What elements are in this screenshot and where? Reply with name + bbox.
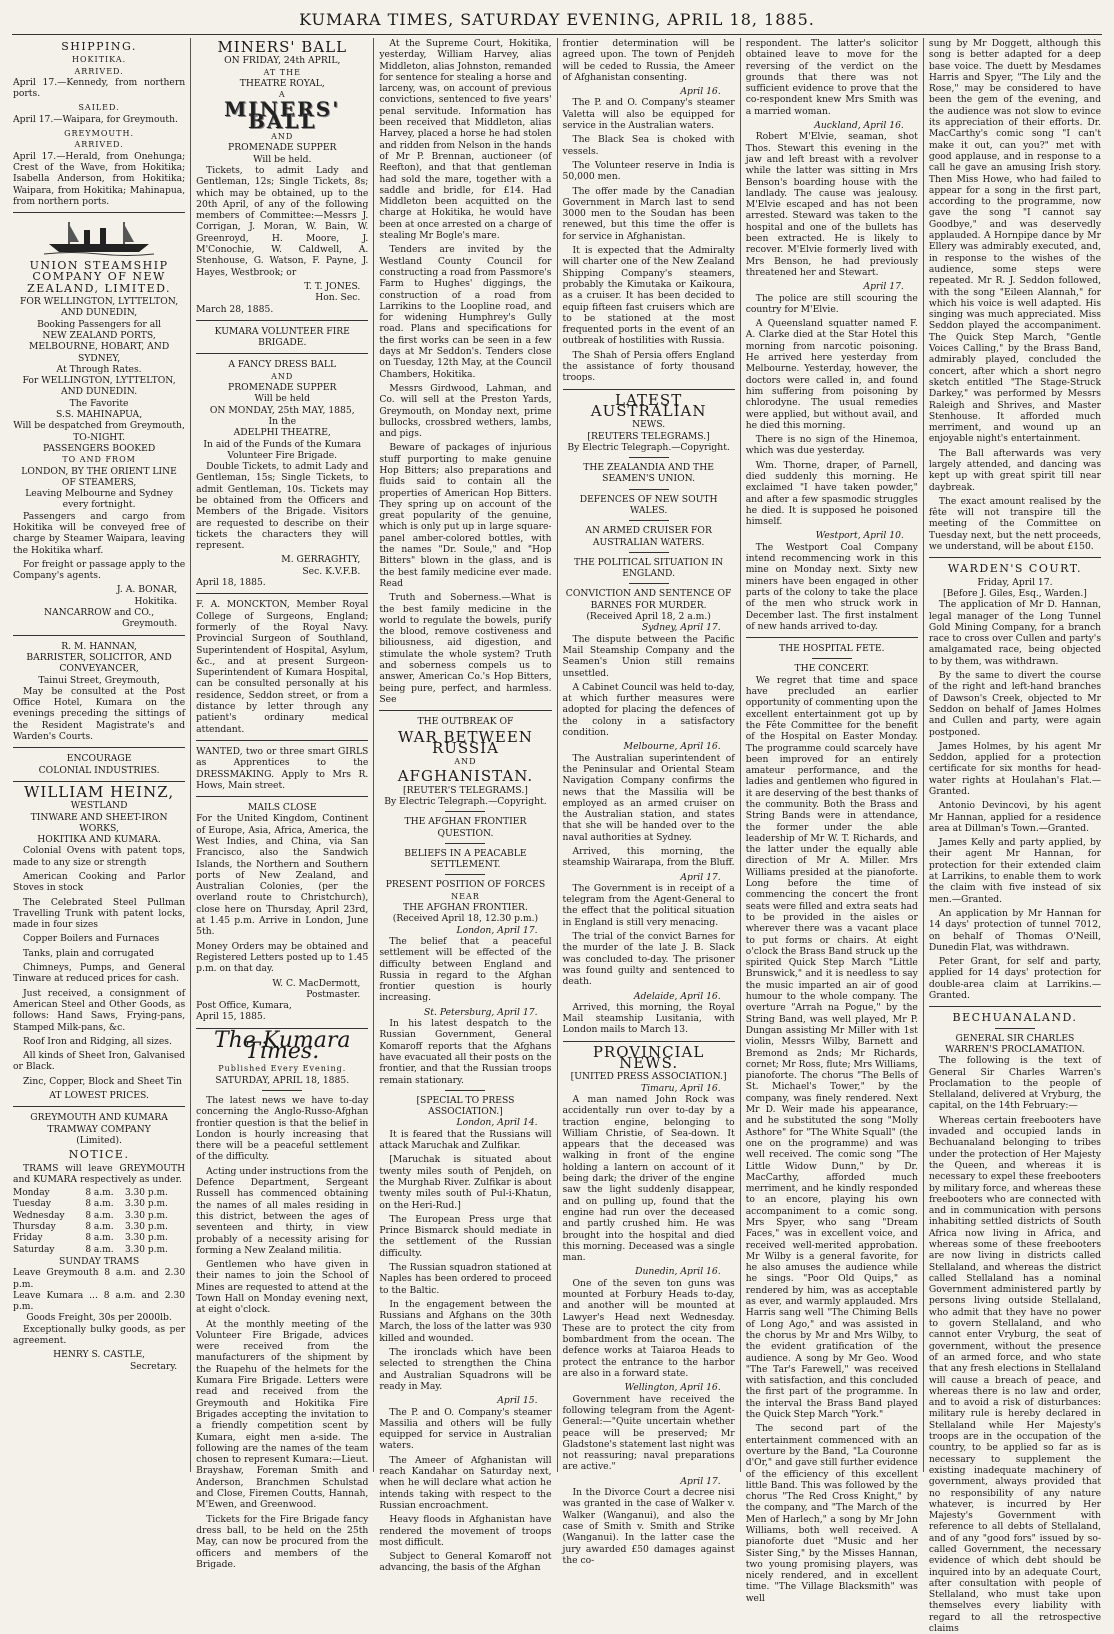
divider: [629, 457, 669, 458]
paragraph: Arrived, this morning, the steamship Wairarapa, from the Bluff.: [562, 846, 735, 869]
paragraph: The exact amount realised by the fête will not transpire till the meeting of the Committee on Tuesday next, but the nett proceeds, we understand, will be about £150.: [928, 495, 1102, 553]
divider: [196, 796, 368, 797]
arrived-label: ARRIVED.: [74, 66, 124, 76]
hannan-address: Tainui Street, Greymouth,: [38, 674, 160, 686]
dateline: Westport, April 10.: [815, 530, 904, 542]
paragraph: The Ameer of Afghanistan will reach Kandahar on Saturday next, when he will declare what action he intends taking with respect to the Russian encroachment.: [379, 1454, 552, 1511]
news-label: NEWS.: [632, 419, 666, 431]
paragraph: At the Supreme Court, Hokitika, yesterday, William Harvey, alias Middleton, alias Johnston, remanded for sentence for stealing a horse and larceny, was, on account of previous convictions, sentenced to five years' penal servitude. Information has been received that Middleton, alias Harvey, placed a horse he had stolen and ridden from Nelson in the hands of Mr P. Brennan, auctioneer (of Reefton), and that that gentleman had sold the mare, together with a saddle and bridle, for £14. Had Middleton been acquitted on the charge at Hokitika, he would have been at once arrested on a charge of stealing Mr Bogle's mare.: [379, 38, 552, 242]
fire-heading: KUMARA VOLUNTEER FIRE BRIGADE.: [214, 325, 350, 349]
defences: DEFENCES OF NEW SOUTH WALES.: [579, 493, 718, 516]
conviction: CONVICTION AND SENTENCE OF BARNES FOR MURDER.: [565, 588, 732, 611]
lowest-prices: AT LOWEST PRICES.: [49, 1090, 149, 1102]
reuters-label: [REUTERS TELEGRAMS.]: [587, 430, 710, 442]
by-electric: By Electric Telegraph.—Copyright.: [567, 441, 730, 453]
published: Published Every Evening.: [218, 1064, 347, 1074]
am: 8 a.m.: [85, 1210, 114, 1221]
divider: [196, 320, 368, 321]
paragraph: Wm. Thorne, draper, of Parnell, died suddenly this morning. He exclaimed "I have taken powder," and after a few spasmodic struggles he died. It is supposed he poisoned himself.: [745, 459, 918, 528]
dateline: Wellington, April 16.: [624, 1382, 721, 1394]
paragraph: The Russian squadron stationed at Naples has been ordered to proceed to the Baltic.: [379, 1261, 552, 1296]
paragraph: The belief that a peaceful settlement will be effected of the difficulty between England and Russia in regard to the Afghan frontier question is hourly increasing.: [379, 935, 552, 1004]
table-row: [13, 1222, 185, 1233]
union-favorite: The Favorite: [69, 397, 129, 409]
gerraghty-date: April 18, 1885.: [196, 577, 266, 589]
paragraph: James Holmes, by his agent Mr Seddon, applied for a protection certificate for six months for head-water rights at Houlahan's Flat.—Granted.: [928, 740, 1102, 797]
list-item: American Cooking and Parlor Stoves in stock: [13, 871, 186, 894]
paragraph: Messrs Girdwood, Lahman, and Co. will sell at the Preston Yards, Greymouth, on Monday next, prime bullocks, crossbred wethers, lambs, and pigs.: [379, 382, 552, 440]
concert: THE CONCERT.: [794, 663, 870, 675]
column-6: [924, 38, 1106, 1634]
union-ports: NEW ZEALAND PORTS, MELBOURNE, HOBART, AND SYDNEY,: [28, 329, 170, 364]
column-2: [191, 38, 374, 1570]
dateline: April 15.: [497, 1395, 538, 1407]
paragraph: Truth and Soberness.—What is the best family medicine in the world to regulate the bowels, purify the blood, remove costiveness and biliousness, aid digestion, and stimulate the whole system? Truth and soberness compels us to answer, American Co.'s Hop Bitters, being pure, perfect, and harmless. See: [379, 592, 552, 705]
editorial-paragraph: Tickets for the Fire Brigade fancy dress ball, to be held on the 25th May, can now be procured from the officers and members of the Brigade.: [196, 1513, 369, 1570]
list-item: Colonial Ovens with patent tops, made to any size or strength: [13, 845, 186, 868]
paragraph: Whereas certain freebooters have invaded and occupied lands in Bechuanaland belonging to tribes under the protection of Her Majesty the Queen, and whereas it is necessary to expel these freebooters by military force, and whereas these freebooters who are connected with and in communication with persons inhabiting settled districts of South Africa now living in Africa, and whereas some of these freebooters are now living in districts called Stellaland, and whereas the district called Stellaland has a nominal Government administered partly by persons living outside Stellaland, who admit that they have no power to govern Stellaland, and who cannot enter Vryburg, the seat of government, without the presence of an armed force, and who state that any fresh elections in Stellaland will cause a breach of peace, and whereas there is no law and order, and to avoid a risk of disturbances: military rule is hereby declared in Stellaland while Her Majesty's troops are in the occupation of the country, to be applied so far as is necessary to supplement the existing inadequate machinery of government, always provided that no responsibility of any nature whatever, is incurred by Her Majesty's Government with reference to all debts of Stellaland, and of any "good fors" issued by so-called Government, the necessary evidence of which debt should be inquired into by an adequate Court, after consultation with people of Stellaland, who must take upon themselves every liability with regard to all the retrospective claims: [928, 1114, 1102, 1634]
paragraph: Arrived, this morning, the Royal Mail steamship Lusitania, with London mails to March 13.: [562, 1001, 735, 1036]
list-item: The Celebrated Steel Pullman Travelling Trunk with patent locks, made in four sizes: [13, 896, 186, 931]
pm: 3.30 p.m.: [124, 1210, 168, 1221]
miners-heading: MINERS' BALL: [217, 38, 348, 56]
divider: [196, 593, 368, 594]
macdermott-name: W. C. MacDermott,: [272, 977, 361, 989]
paragraph: The following is the text of General Sir Charles Warren's Proclamation to the people of Stellaland, delivered at Vryburg, the capital, on the 14th February:—: [928, 1055, 1102, 1112]
war-and: AND: [454, 757, 477, 767]
paragraph: The Australian superintendent of the Peninsular and Oriental Steam Navigation Company confirms the news that the Massilia will be employed as an armed cruiser on the Australian station, and states that she will be handed over to the naval authorities at Sydney.: [562, 752, 735, 843]
divider: [445, 811, 485, 812]
reuter-label: [REUTER'S TELEGRAMS.]: [403, 784, 528, 796]
paragraph: The second part of the entertainment commenced with an overture by the Band, "La Couronne d'Or," and gave still further evidence of the efficiency of this excellent little Band. This was followed by the chorus "The Red Cross Knight," by the company, and "The March of the Men of Harlech," a song by Mr John Williams, both well received. A pianoforte duet "Music and her Sister Sing," by the Misses Hannan, two young promising players, was nicely rendered, and in excellent time. "The Village Blacksmith" was well: [745, 1423, 918, 1604]
war-heading: WAR BETWEEN RUSSIA: [397, 727, 533, 757]
dateline: April 17.: [863, 281, 904, 293]
divider: [629, 552, 669, 553]
goods-freight: Goods Freight, 30s per 2000lb.: [26, 1312, 172, 1324]
divider: [379, 710, 551, 711]
divider: [929, 1006, 1101, 1007]
divider: [445, 874, 485, 875]
hokitika-heading: HOKITIKA.: [72, 55, 127, 65]
outbreak: THE OUTBREAK OF: [417, 716, 514, 728]
hannan-title: BARRISTER, SOLICITOR, AND CONVEYANCER,: [26, 651, 172, 675]
paragraph: Tenders are invited by the Westland County Council for constructing a road from Passmore's Farm to Hughes' diggings, the construction of a road from Larrikins to the Loopline road, and for widening Humphrey's Gully road. Plans and specifications for the first works can be seen in a few days at Mr Seddon's. Tenders close on Tuesday, 12th May, at the Council Chambers, Hokitika.: [379, 244, 552, 380]
monckton-ad: F. A. MONCKTON, Member Royal College of Surgeons, England; formerly of the Royal Navy. Provincial Surgeon of Southland, Superintendent of Hospital, Asylum, &c., and at present Surgeon-Superintendent of Kumara Hospital, can be consulted personally at his residence, Seddon street, or from a distance by letter through any patient's ordinary medical attendant.: [196, 599, 369, 735]
column-4: [558, 38, 741, 1566]
castle-title: Secretary.: [130, 1360, 178, 1372]
paragraph: In his latest despatch to the Russian Government, General Komaroff reports that the Afghans have evacuated all their posts on the frontier, and that the Russian troops remain stationary.: [379, 1018, 552, 1086]
column-3: [374, 38, 557, 1574]
will-be-held: Will be held.: [253, 153, 312, 165]
dateline: Timaru, April 16.: [640, 1082, 721, 1094]
paragraph: Heavy floods in Afghanistan have rendered the movement of troops most difficult.: [379, 1514, 552, 1548]
fancy-date: ON MONDAY, 25th MAY, 1885,: [209, 404, 355, 416]
tram-title: GREYMOUTH AND KUMARA TRAMWAY COMPANY: [30, 1112, 168, 1135]
day: Tuesday: [13, 1199, 51, 1210]
heinz-items: [13, 845, 185, 1087]
paragraph: There is no sign of the Hinemoa, which was due yesterday.: [745, 434, 918, 457]
london-orient: LONDON, BY THE ORIENT LINE OF STEAMERS,: [21, 465, 177, 488]
day: Saturday: [13, 1244, 55, 1255]
hannan-name: R. M. HANNAN,: [61, 640, 137, 652]
dateline: St. Petersburg, April 17.: [424, 1006, 538, 1018]
fancy-and: AND: [271, 371, 294, 381]
hokitika-sailed: April 17.—Waipara, for Greymouth.: [13, 113, 178, 125]
pm: 3.30 p.m.: [124, 1222, 168, 1233]
paragraph: It is expected that the Admiralty will charter one of the New Zealand Shipping Company's steamers, probably the Kimutaka or Kaikoura, as a cruiser. It has been decided to equip fifteen fast cruisers which are to be stationed at the most frequented ports in the event of an outbreak of hostilities with Russia.: [562, 245, 735, 347]
union-rates: At Through Rates.: [56, 363, 142, 375]
divider: [196, 740, 368, 741]
shipping-heading: SHIPPING.: [61, 40, 137, 53]
paragraph: The European Press urge that Prince Bismarck should mediate in the settlement of the Russian difficulty.: [379, 1213, 552, 1259]
dateline: April 16.: [680, 86, 721, 98]
paragraph: We regret that time and space have precluded an earlier opportunity of commenting upon the excellent entertainment got up by the Fête Committee for the benefit of the Hospital on Easter Monday. The programme could scarcely have been improved for an entirely amateur performance, and the ladies and gentlemen who figured in it are deserving of the best thanks of the community. Both the Brass and String Bands were in attendance, the former under the able leadership of Mr W. T. Richards, and the latter under the equally able direction of Mr A. Miller. Mrs Williams presided at the pianoforte. Long before the time of commencing the concert the front seats were filled and extra seats had to be provided in the aisles or wherever there was a vacant place to put forms or chairs. At eight o'clock the Brass Band struck up the spirited Quick Step March "Little Brunswick," and it is needless to say the music imparted an air of good humour to the whole company. The overture "Arrah na Pogue," by the String Band, was well played, Mr P. Dungan assisting Mr Miller with 1st violin, Messrs Wilby, Barnett and Bremond as 2nds; Mr Richards, cornet; Mr Ross, flute; Mrs Williams, pianoforte. The chorus "The Bells of St. Michael's Tower," by the company, was finely rendered. Next Mr D. Weir made his appearance, and he substituted the song "Molly Asthore" for "The White Squall" (the one on the programme) and was well received. The comic song "The Little Widow Dunn," by Dr. MacCarthy, afforded much merriment, and he kindly responded to an encore, playing his own accompaniment to a comic song. Mrs Spyer, who sang "Dream Faces," was in excellent voice, and received well-merited approbation. Mr Wilby is a general favorite, for he also amuses the audience while he sings. "Poor Old Quips," as rendered by him, was as acceptable as ever, and warmly applauded. Mrs Harris sang well "The Chiming Bells of Long Ago," and was assisted in the chorus by Mr and Mrs Wilby, to the evident gratification of the audience. A song by Mr Geo. Wood "The Tar's Farewell," was received with satisfaction, and this concluded the first part of the programme. In the interval the Brass Band played the Quick Step March "York.": [745, 674, 918, 1421]
union-for2: For WELLINGTON, LYTTELTON, AND DUNEDIN.: [22, 375, 176, 398]
paragraph: The Government is in receipt of a telegram from the Agent-General to the effect that the political situation in England is still very menacing.: [562, 882, 735, 928]
table-row: [13, 1211, 185, 1222]
union-ship: S.S. MAHINAPUA,: [56, 409, 143, 421]
divider: [812, 658, 852, 659]
latest-australian: LATEST AUSTRALIAN: [590, 390, 707, 420]
list-item: All kinds of Sheet Iron, Galvanised or Black.: [13, 1050, 186, 1073]
armed-cruiser: AN ARMED CRUISER FOR AUSTRALIAN WATERS.: [585, 525, 712, 548]
paper-title: The Kumara Times.: [213, 1027, 351, 1065]
afghan-frontier: THE AFGHAN FRONTIER QUESTION.: [404, 816, 527, 839]
dateline: April 17.: [680, 1475, 721, 1487]
colonial-industries: COLONIAL INDUSTRIES.: [38, 764, 160, 776]
pm: 3.30 p.m.: [124, 1199, 168, 1210]
in-the: In the: [268, 415, 297, 427]
castle-name: HENRY S. CASTLE,: [53, 1349, 146, 1361]
paragraph: The offer made by the Canadian Government in March last to send 3000 men to the Soudan has been renewed, but this time the offer is for service in Afghanistan.: [562, 185, 735, 242]
tram-timetable: [13, 1188, 185, 1256]
day: Wednesday: [13, 1210, 65, 1221]
jones-date: March 28, 1885.: [196, 303, 274, 315]
paragraph: Robert M'Elvie, seaman, shot Thos. Stewart this evening in the jaw and left breast with a revolver while the latter was sitting in Mrs Benson's boarding house with the landlady. The cause was jealousy. M'Elvie escaped and has not been arrested. Steward was taken to the hospital and one of the bullets has been extracted. He is likely to recover. M'Elvie formerly lived with Mrs Benson, he had previously threatened her and Stewart.: [745, 131, 918, 278]
paragraph: The Westport Coal Company intend recommencing work in this mine on Monday next. Sixty new miners have been engaged in other parts of the colony to take the place of the men who struck work in December last. The first instalment of new hands arrived to-day.: [745, 541, 918, 632]
pm: 3.30 p.m.: [124, 1188, 168, 1199]
fancy-text: Double Tickets, to admit Lady and Gentleman, 15s; Single Tickets, to admit Gentleman, 10s. Tickets may be obtained from the Officers and Members of the Brigade. Visitors are requested to describe on their tickets the characters they will represent.: [196, 461, 369, 552]
date-line: SATURDAY, APRIL 18, 1885.: [215, 1074, 350, 1086]
sunday-line-1: Leave Greymouth 8 a.m. and 2.30 p.m.: [13, 1267, 186, 1290]
heinz-name: WILLIAM HEINZ,: [24, 782, 175, 801]
list-item: Chimneys, Pumps, and General Tinware at reduced prices for cash.: [13, 962, 186, 985]
mails-text-2: Money Orders may be obtained and Registered Letters posted up to 1.45 p.m. on that day.: [196, 940, 369, 975]
divider: [746, 637, 918, 638]
paragraph: Subject to General Komaroff not advancing, the basis of the Afghan: [379, 1551, 552, 1574]
paragraph: A Queensland squatter named F. A. Clarke died at the Star Hotel this morning from narcotic poisoning. He arrived here yesterday from Melbourne. Yesterday, however, the doctors were called in, and found him suffering from poisoning by chlorodyne. The usual remedies were applied, but without avail, and he died this morning.: [745, 318, 918, 431]
editorial-paragraph: At the monthly meeting of the Volunteer Fire Brigade, advices were received from the manufacturers of the shipment by the Ruapehu of the helmets for the Kumara Fire Brigade. Letters were read and received from the Greymouth and Hokitika Fire Brigades accepting the invitation to a friendly competition scent by Kumara, eight men a-side. The following are the names of the team chosen to represent Kumara:—Lieut. Brayshaw, Foreman Smith and Anderson, Branchmen Schulstad and Close, Firemen Coutts, Hannah, M'Ewen, and Greenwood.: [196, 1318, 369, 1511]
greymouth-heading: GREYMOUTH.: [64, 129, 135, 139]
union-title: UNION STEAMSHIP COMPANY OF NEW ZEALAND, LIMITED.: [27, 259, 172, 295]
divider: [13, 212, 185, 213]
paragraph: Beware of packages of injurious stuff purporting to make genuine Hop Bitters; also preparations and fluids said to contain all the properties of American Hop Bitters. They spring up on account of the great popularity of the genuine, which is only put up in large square-panel amber-colored bottles, with the names "Dr. Soule," and "Hop Bitters" blown in the glass, and is the best family medicine ever made. Read: [379, 442, 552, 589]
list-item: Copper Boilers and Furnaces: [23, 933, 160, 945]
agent2-place: Greymouth.: [122, 618, 178, 630]
dateline: London, April 17.: [456, 924, 538, 936]
greymouth-arrived: April 17.—Herald, from Onehunga; Crest of the Wave, from Hokitika; Isabella Anderson, from Hokitika; Waipara, from Hokitika; Mahinapua, from northern ports.: [13, 150, 186, 207]
paragraph: [Maruchak is situated about twenty miles south of Penjdeh, on the Murghab River. Zulfikar is about twenty miles south of Pul-i-Khatun, on the Heri-Rud.]: [379, 1154, 552, 1211]
provincial-news: PROVINCIAL NEWS.: [592, 1042, 705, 1073]
dateline: Dunedin, April 16.: [635, 1266, 721, 1278]
wardens-court: WARDEN'S COURT.: [947, 562, 1082, 576]
dateline: Sydney, April 17.: [641, 622, 721, 634]
column-5: [741, 38, 924, 1604]
paragraph: The Shah of Persia offers England the assistance of forty thousand troops.: [562, 349, 735, 384]
freight-text: For freight or passage apply to the Company's agents.: [13, 558, 186, 582]
near: NEAR: [451, 891, 480, 901]
miners-date: ON FRIDAY, 24th APRIL,: [224, 55, 341, 67]
hospital-fete: THE HOSPITAL FETE.: [779, 643, 885, 655]
and-label: AND: [271, 132, 294, 142]
paragraph: The police are still scouring the country for M'Elvie.: [745, 292, 918, 315]
paragraph: The P. and O. Company's steamer Valetta will also be equipped for service in the Australian waters.: [562, 97, 735, 132]
promenade: PROMENADE SUPPER: [228, 142, 337, 154]
column-1: [8, 38, 191, 1472]
jones-name: T. T. JONES.: [304, 280, 361, 292]
list-item: Roof Iron and Ridging, all sizes.: [23, 1035, 172, 1047]
divider: [445, 843, 485, 844]
paragraph: The trial of the convict Barnes for the murder of the late J. B. Slack was concluded to-day. The prisoner was found guilty and sentenced to death.: [562, 931, 735, 988]
sunday-trams: SUNDAY TRAMS: [59, 1255, 140, 1267]
agent1-place: Hokitika.: [134, 595, 178, 607]
zealandia: THE ZEALANDIA AND THE SEAMEN'S UNION.: [583, 462, 714, 485]
beliefs: BELIEFS IN A PEACABLE SETTLEMENT.: [404, 847, 527, 871]
hokitika-kumara: HOKITIKA AND KUMARA.: [37, 834, 161, 846]
paragraph: A Cabinet Council was held to-day, at which further measures were adopted for placing the defences of the colony in a satisfactory condition.: [562, 681, 735, 739]
day: Friday: [13, 1233, 43, 1244]
union-for: FOR WELLINGTON, LYTTELTON, AND DUNEDIN,: [20, 296, 179, 319]
greymouth-arrived-label: ARRIVED.: [74, 140, 124, 150]
theatre: THEATRE ROYAL,: [239, 77, 325, 89]
tinware: TINWARE AND SHEET-IRON WORKS,: [30, 811, 168, 834]
paragraph: The ironclads which have been selected to strengthen the China and Australian Squadrons will be ready in May.: [379, 1347, 552, 1392]
table-row: [13, 1233, 185, 1244]
adelphi: ADELPHI THEATRE,: [233, 427, 331, 439]
fancy-will: Will be held: [254, 393, 310, 405]
general-warren: GENERAL SIR CHARLES WARREN'S PROCLAMATION.: [945, 1032, 1085, 1055]
fancy-aid: In aid of the Funds of the Kumara Volunteer Fire Brigade.: [203, 438, 362, 461]
columns: [8, 38, 1106, 1634]
paragraph: An application by Mr Hannan for 14 days' protection of tunnel 7012, on behalf of Thomas O'Neill, Dunedin Flat, was withdrawn.: [928, 907, 1102, 953]
editorial-paragraph: Acting under instructions from the Defence Department, Sergeant Russell has commenced obtaining the names of all males residing in this district, between the ages of seventeen and thirty, in view probably of a necessity arising for forming a New Zealand militia.: [196, 1165, 369, 1256]
friday: Friday, April 17.: [977, 576, 1053, 588]
day: Thursday: [13, 1222, 56, 1233]
at-the: AT THE: [263, 67, 301, 77]
am: 8 a.m.: [85, 1188, 114, 1199]
gerraghty-title: Sec. K.V.F.B.: [302, 565, 361, 577]
paragraph: The application of Mr D. Hannan, legal manager of the Long Tunnel Gold Mining Company, for a branch race to cross over Cullen and party's amalgamated race, being objected to by them, was withdrawn.: [928, 599, 1102, 667]
list-item: Just received, a consignment of American Steel and Other Goods, as follows: Hand Saws, Frying-pans, Stamped Milk-pans, &c.: [13, 987, 186, 1033]
united-press: [UNITED PRESS ASSOCIATION.]: [570, 1071, 727, 1083]
table-row: [13, 1188, 185, 1199]
am: 8 a.m.: [85, 1199, 114, 1210]
london-sub: Leaving Melbourne and Sydney every fortnight.: [25, 488, 173, 511]
union-booking: Booking Passengers for all: [37, 318, 162, 330]
steamship-icon: [44, 218, 154, 256]
received: (Received April 18, 2 a.m.): [586, 611, 711, 623]
post-office: Post Office, Kumara,: [196, 1000, 292, 1012]
divider: [13, 747, 185, 748]
sailed-label: SAILED.: [78, 103, 120, 113]
special-label: [SPECIAL TO PRESS ASSOCIATION.]: [416, 1094, 515, 1118]
divider: [563, 389, 735, 390]
masthead: KUMARA TIMES, SATURDAY EVENING, APRIL 18, 1885.: [12, 10, 1102, 35]
political: THE POLITICAL SITUATION IN ENGLAND.: [573, 556, 724, 580]
received: (Received April 18, 12.30 p.m.): [392, 913, 539, 925]
to-and-from: TO AND FROM: [62, 455, 136, 465]
paragraph: By the same to divert the course of the right and left-hand branches of Dawson's Creek, objected to Mr Seddon on behalf of James Holmes and Cullen and party, were again postponed.: [928, 670, 1102, 738]
dateline: Auckland, April 16.: [814, 120, 904, 132]
afghan-frontier-2: THE AFGHAN FRONTIER.: [402, 902, 528, 914]
miners-display: MINERS' BALL: [224, 97, 341, 133]
passengers-booked: PASSENGERS BOOKED: [42, 442, 156, 454]
am: 8 a.m.: [85, 1233, 114, 1244]
paragraph: The P. and O. Company's steamer Massilia and others will be fully equipped for service in Australian waters.: [379, 1406, 552, 1452]
divider: [262, 1090, 302, 1091]
union-despatch: Will be despatched from Greymouth, TO-NIGHT.: [13, 420, 185, 443]
present-position: PRESENT POSITION OF FORCES: [385, 879, 546, 891]
paragraph: Antonio Devincovi, by his agent Mr Hannan, applied for a residence area at Dillman's Town.—Granted.: [928, 800, 1102, 834]
encourage: ENCOURAGE: [66, 753, 132, 765]
sunday-line-2: Leave Kumara ... 8 a.m. and 2.30 p.m.: [13, 1289, 186, 1313]
paragraph: James Kelly and party applied, by their agent Mr Hannan, for protection for their extended claim at Larrikins, to enable them to work the claim with five instead of six men.—Granted.: [928, 837, 1102, 905]
goods-text: Exceptionally bulky goods, as per agreement.: [13, 1323, 186, 1346]
mails-heading: MAILS CLOSE: [247, 802, 317, 814]
dateline: Adelaide, April 16.: [633, 990, 721, 1002]
editorial-paragraph: Gentlemen who have given in their names to join the School of Mines are requested to attend at the Town Hall on Monday evening next, at eight o'clock.: [196, 1259, 369, 1316]
divider: [13, 781, 185, 782]
agent2: NANCARROW and CO.,: [44, 607, 155, 619]
am: 8 a.m.: [85, 1244, 114, 1255]
paragraph: In the Divorce Court a decree nisi was granted in the case of Walker v. Walker (Wanganui), and also the case of Smith v. Smith and Strike (Wanganui). In the latter case the jury awarded £50 damages against the co-: [562, 1487, 735, 1566]
paragraph: It is feared that the Russians will attack Maruchak and Zulfikar.: [379, 1128, 552, 1152]
paragraph: The dispute between the Pacific Mail Steamship Company and the Seamen's Union still remains unsettled.: [562, 633, 735, 679]
passenger-text: Passengers and cargo from Hokitika will be conveyed free of charge by Steamer Waipara, leaving the Hokitika wharf.: [13, 510, 186, 556]
list-item: Tanks, plain and corrugated: [23, 947, 154, 959]
paragraph: One of the seven ton guns was mounted at Forbury Heads to-day, and another will be mounted at Lawyer's Head next Wednesday. These are to protect the city from bombardment from the ocean. The defence works at Taiaroa Heads to protect the entrance to the harbor are also in a forward state.: [562, 1277, 735, 1380]
divider: [629, 489, 669, 490]
miners-text: Tickets, to admit Lady and Gentleman, 12s; Single Tickets, 8s; which may be obtained, up to the 20th April, of any of the following members of Committee:—Messrs J. Corrigan, J. Moran, W. Bain, W. Greenroyd, H. Moore, J. M'Conochie, W. Caldwell, A. Stenhouse, G. Watson, F. Payne, J. Hayes, Westbrook; or: [196, 164, 369, 278]
editorial-paragraph: The latest news we have to-day concerning the Anglo-Russo-Afghan frontier question is that the belief in London is hourly increasing that there will be a peaceful settlement of the difficulty.: [196, 1094, 369, 1163]
afghanistan-heading: AFGHANISTAN.: [397, 767, 534, 786]
divider: [629, 520, 669, 521]
before: [Before J. Giles, Esq., Warden.]: [943, 587, 1087, 599]
post-date: April 15, 1885.: [196, 1011, 266, 1023]
a-label: A: [278, 90, 286, 100]
jones-title: Hon. Sec.: [315, 292, 361, 304]
pm: 3.30 p.m.: [124, 1244, 168, 1255]
divider: [629, 583, 669, 584]
paragraph: In the engagement between the Russians and Afghans on the 30th March, the loss of the latter was 930 killed and wounded.: [379, 1298, 552, 1344]
agent1: J. A. BONAR,: [116, 584, 178, 596]
divider: [563, 1041, 735, 1042]
paragraph: The Ball afterwards was very largely attended, and dancing was kept up with great spirit till near daybreak.: [928, 447, 1102, 493]
divider: [13, 1106, 185, 1107]
paragraph: sung by Mr Doggett, although this song is better adapted for a deep base voice. The duett by Mesdames Harris and Spyer, "The Lily and the Rose," may be considered to have been the gem of the evening, and the audience was not slow to evince its appreciation of their efforts. Dr. MacCarthy's comic song "I can't make it out, can you?" met with good applause, and in response to a call he gave an amusing Irish story. Then Miss Howe, who had failed to appear for a song in the first part, according to the programme, now gave the song "I cannot say Goodbye," and was deservedly applauded. A Hornpipe dance by Mr Ellery was admirably executed, and, in response to the wishes of the audience, some steps were repeated. Mr R. J. Seddon followed, with the song "Eileen Alannah," for which his voice is well adapted. His singing was much appreciated. Miss Seddon played the accompaniment. The Quick Step March, "Gentle Voices Calling," by the Brass Band, admirably played, concluded the concert, after which a short negro sketch entitled "The Stage-Struck Darkey," was performed by Messrs Raleigh and Shrives, and Master Stenhouse. It afforded much merriment, and wound up an enjoyable night's entertainment.: [928, 38, 1102, 445]
hokitika-arrived: April 17.—Kennedy, from northern ports.: [13, 76, 186, 100]
paragraph: A man named John Rock was accidentally run over to-day by a traction engine, belonging to William Christie, of Sea-down. It appears that the deceased was walking in front of the engine holding a lantern on account of it being dark; the driver of the engine saw the light suddenly disappear, and on pulling up, found that the engine had run over the deceased and partly crushed him. He was brought into the hospital and died this morning. Deceased was a single man.: [562, 1093, 735, 1264]
table-row: [13, 1245, 185, 1256]
notice-heading: NOTICE.: [68, 1148, 130, 1162]
divider: [196, 353, 368, 354]
paragraph: respondent. The latter's solicitor obtained leave to move for the reversing of the verdict on the grounds that there was not sufficient evidence to prove that the co-respondent knew Mrs Smith was a married woman.: [745, 38, 918, 117]
divider: [13, 635, 185, 636]
table-row: [13, 1199, 185, 1210]
wanted-ad: WANTED, two or three smart GIRLS as Apprentices to the DRESSMAKING. Apply to Mrs R. Hows, Main street.: [196, 745, 369, 791]
hannan-text: May be consulted at the Post Office Hotel, Kumara on the evenings preceding the sittings of the Resident Magistrate's and Warden's Courts.: [13, 685, 186, 743]
westland: WESTLAND: [70, 800, 128, 812]
mails-text: For the United Kingdom, Continent of Europe, Asia, Africa, America, the West Indies, and China, via San Francisco, also the Sandwich Islands, the Northern and Southern ports of New Zealand, and Australian Colonies, (per the overland route to Christchurch), close here on Thursday, April 23rd, at 1.45 p.m. Arrive in London, June 5th.: [196, 813, 369, 938]
divider: [445, 1090, 485, 1091]
dateline: Melbourne, April 16.: [623, 741, 721, 753]
tram-limited: (Limited).: [76, 1134, 122, 1146]
paragraph: Peter Grant, for self and party, applied for 14 days' protection for double-area claim at Larrikins.—Granted.: [928, 956, 1102, 1002]
bechuanaland: BECHUANALAND.: [952, 1011, 1078, 1025]
dateline: London, April 14.: [456, 1117, 538, 1129]
paragraph: Government have received the following telegram from the Agent-General:—"Quite uncertain whether peace will be preserved; Mr Gladstone's statement last night was not reassuring; naval preparations are active.": [562, 1393, 735, 1473]
divider: [995, 1028, 1035, 1029]
dateline: April 17.: [680, 871, 721, 883]
am: 8 a.m.: [85, 1222, 114, 1233]
gerraghty-name: M. GERRAGHTY,: [281, 554, 361, 566]
pm: 3.30 p.m.: [124, 1233, 168, 1244]
macdermott-title: Postmaster.: [306, 988, 361, 1000]
paragraph: The Volunteer reserve in India is 50,000 men.: [562, 159, 735, 183]
paragraph: frontier determination will be agreed upon. The town of Penjdeh will be ceded to Russia, the Ameer of Afghanistan consenting.: [562, 38, 735, 83]
paragraph: The Black Sea is choked with vessels.: [562, 134, 735, 157]
list-item: Zinc, Copper, Block and Sheet Tin: [23, 1075, 182, 1087]
day: Monday: [13, 1188, 50, 1199]
by-electric: By Electric Telegraph.—Copyright.: [384, 796, 547, 807]
fancy-ball: A FANCY DRESS BALL: [228, 359, 337, 371]
fancy-promenade: PROMENADE SUPPER: [228, 382, 337, 394]
tram-text: TRAMS will leave GREYMOUTH and KUMARA respectively as under.: [13, 1162, 186, 1185]
divider: [929, 557, 1101, 558]
